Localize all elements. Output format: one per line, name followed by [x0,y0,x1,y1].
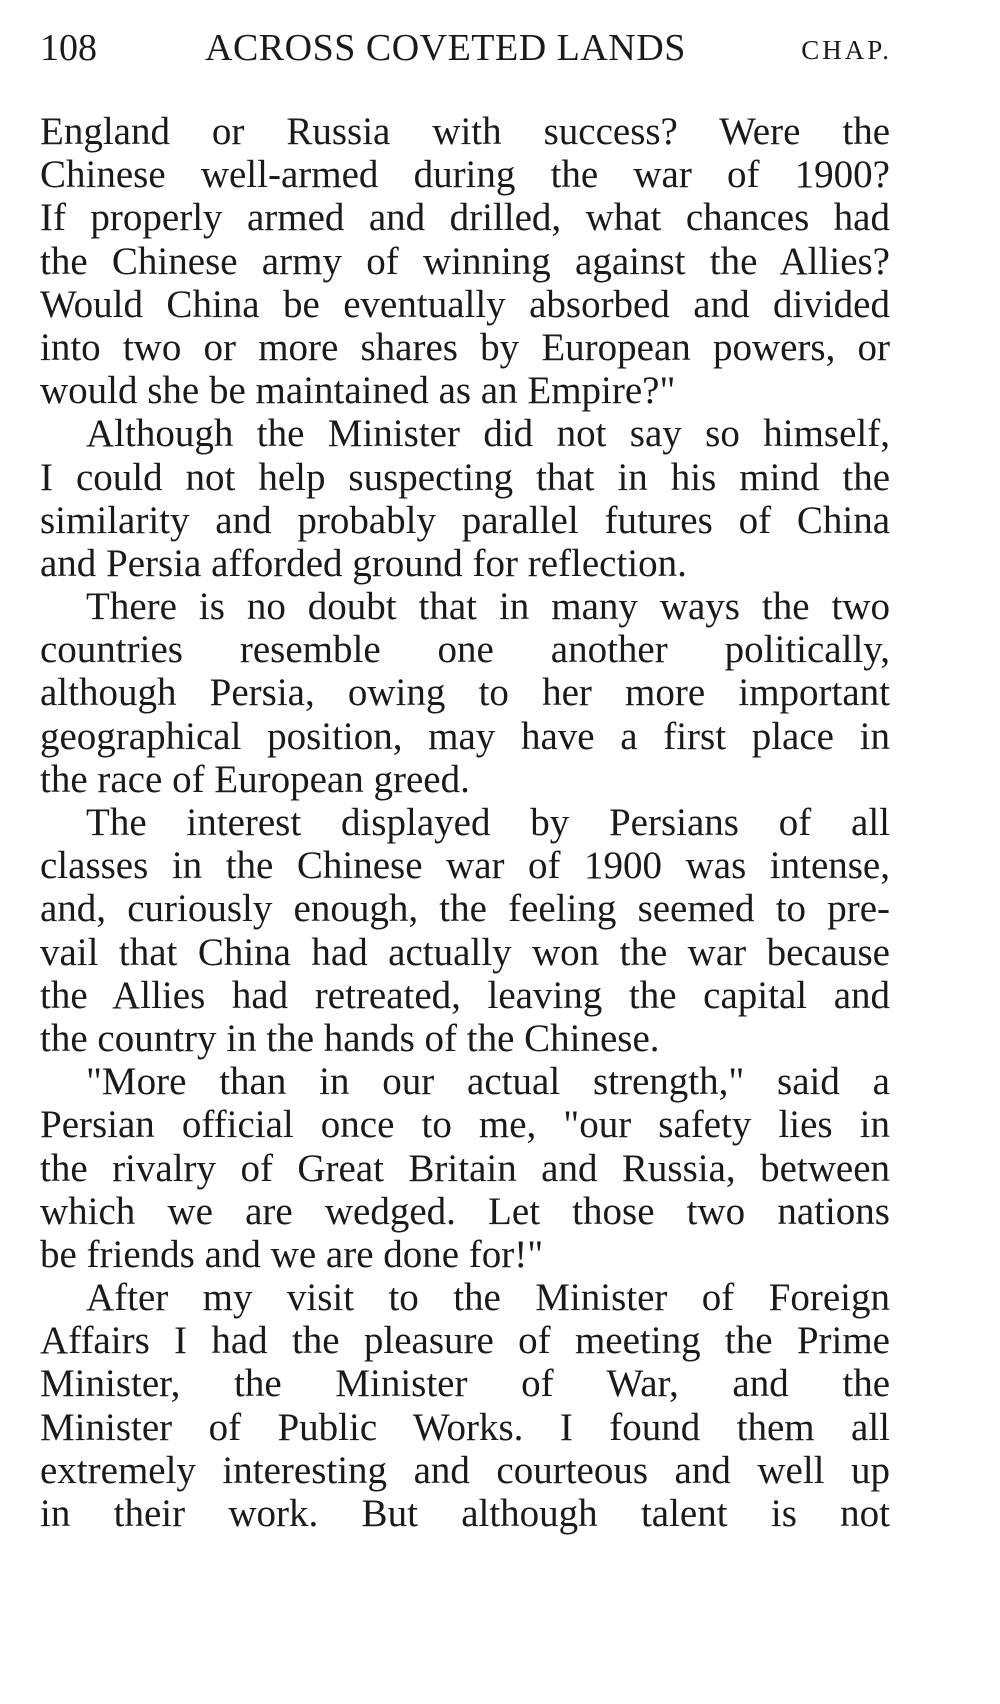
text-line: Persian official once to me, "our safety lies in [40,1103,890,1147]
text-line: into two or more shares by European powers, or [40,325,890,369]
text-line: and Persia afforded ground for reflection. [40,541,687,585]
text-line: geographical position, may have a first place in [40,714,890,758]
running-header [40,22,890,74]
text-line: After my visit to the Minister of Foreign [86,1276,890,1320]
text-line: the rivalry of Great Britain and Russia, between [40,1146,890,1190]
text-line: the Allies had retreated, leaving the capital and [40,973,890,1017]
chapter-label: CHAP. [801,35,892,65]
paragraph [40,110,890,412]
text-line: the Chinese army of winning against the Allies? [40,239,890,283]
text-line: There is no doubt that in many ways the two [86,585,890,629]
text-line: extremely interesting and courteous and well up [40,1448,890,1492]
text-line: vail that China had actually won the war because [40,930,890,974]
paragraph [40,1060,890,1276]
paragraph [40,801,890,1060]
text-line: Would China be eventually absorbed and divided [40,282,890,326]
paragraph [40,412,890,585]
text-line: similarity and probably parallel futures of China [40,498,890,542]
page-number: 108 [40,27,97,69]
text-line: which we are wedged. Let those two nations [40,1189,890,1233]
text-line: classes in the Chinese war of 1900 was intense, [40,844,890,888]
running-title: ACROSS COVETED LANDS [205,27,686,69]
text-line: England or Russia with success? Were the [40,110,890,153]
text-line: Affairs I had the pleasure of meeting the Prime [40,1319,890,1363]
text-line: although Persia, owing to her more important [40,671,890,715]
text-line: Minister of Public Works. I found them all [40,1405,890,1449]
text-line: If properly armed and drilled, what chances had [40,196,890,240]
text-line: in their work. But although talent is not [40,1492,890,1535]
paragraph [40,585,890,801]
text-line: countries resemble one another politically, [40,628,890,672]
page-body [40,110,890,1535]
text-line: Minister, the Minister of War, and the [40,1362,890,1406]
text-line: Chinese well-armed during the war of 1900? [40,153,890,197]
text-line: be friends and we are done for!" [40,1232,544,1276]
text-line: I could not help suspecting that in his mind the [40,455,890,499]
text-line: Although the Minister did not say so himself, [86,412,890,456]
text-line: the race of European greed. [40,757,470,801]
text-line: "More than in our actual strength," said a [86,1060,890,1104]
book-page [40,22,890,1535]
text-line: and, curiously enough, the feeling seemed to pre- [40,887,890,931]
text-line: the country in the hands of the Chinese. [40,1016,660,1060]
paragraph [40,1276,890,1535]
text-line: would she be maintained as an Empire?" [40,369,676,413]
text-line: The interest displayed by Persians of all [86,801,890,844]
